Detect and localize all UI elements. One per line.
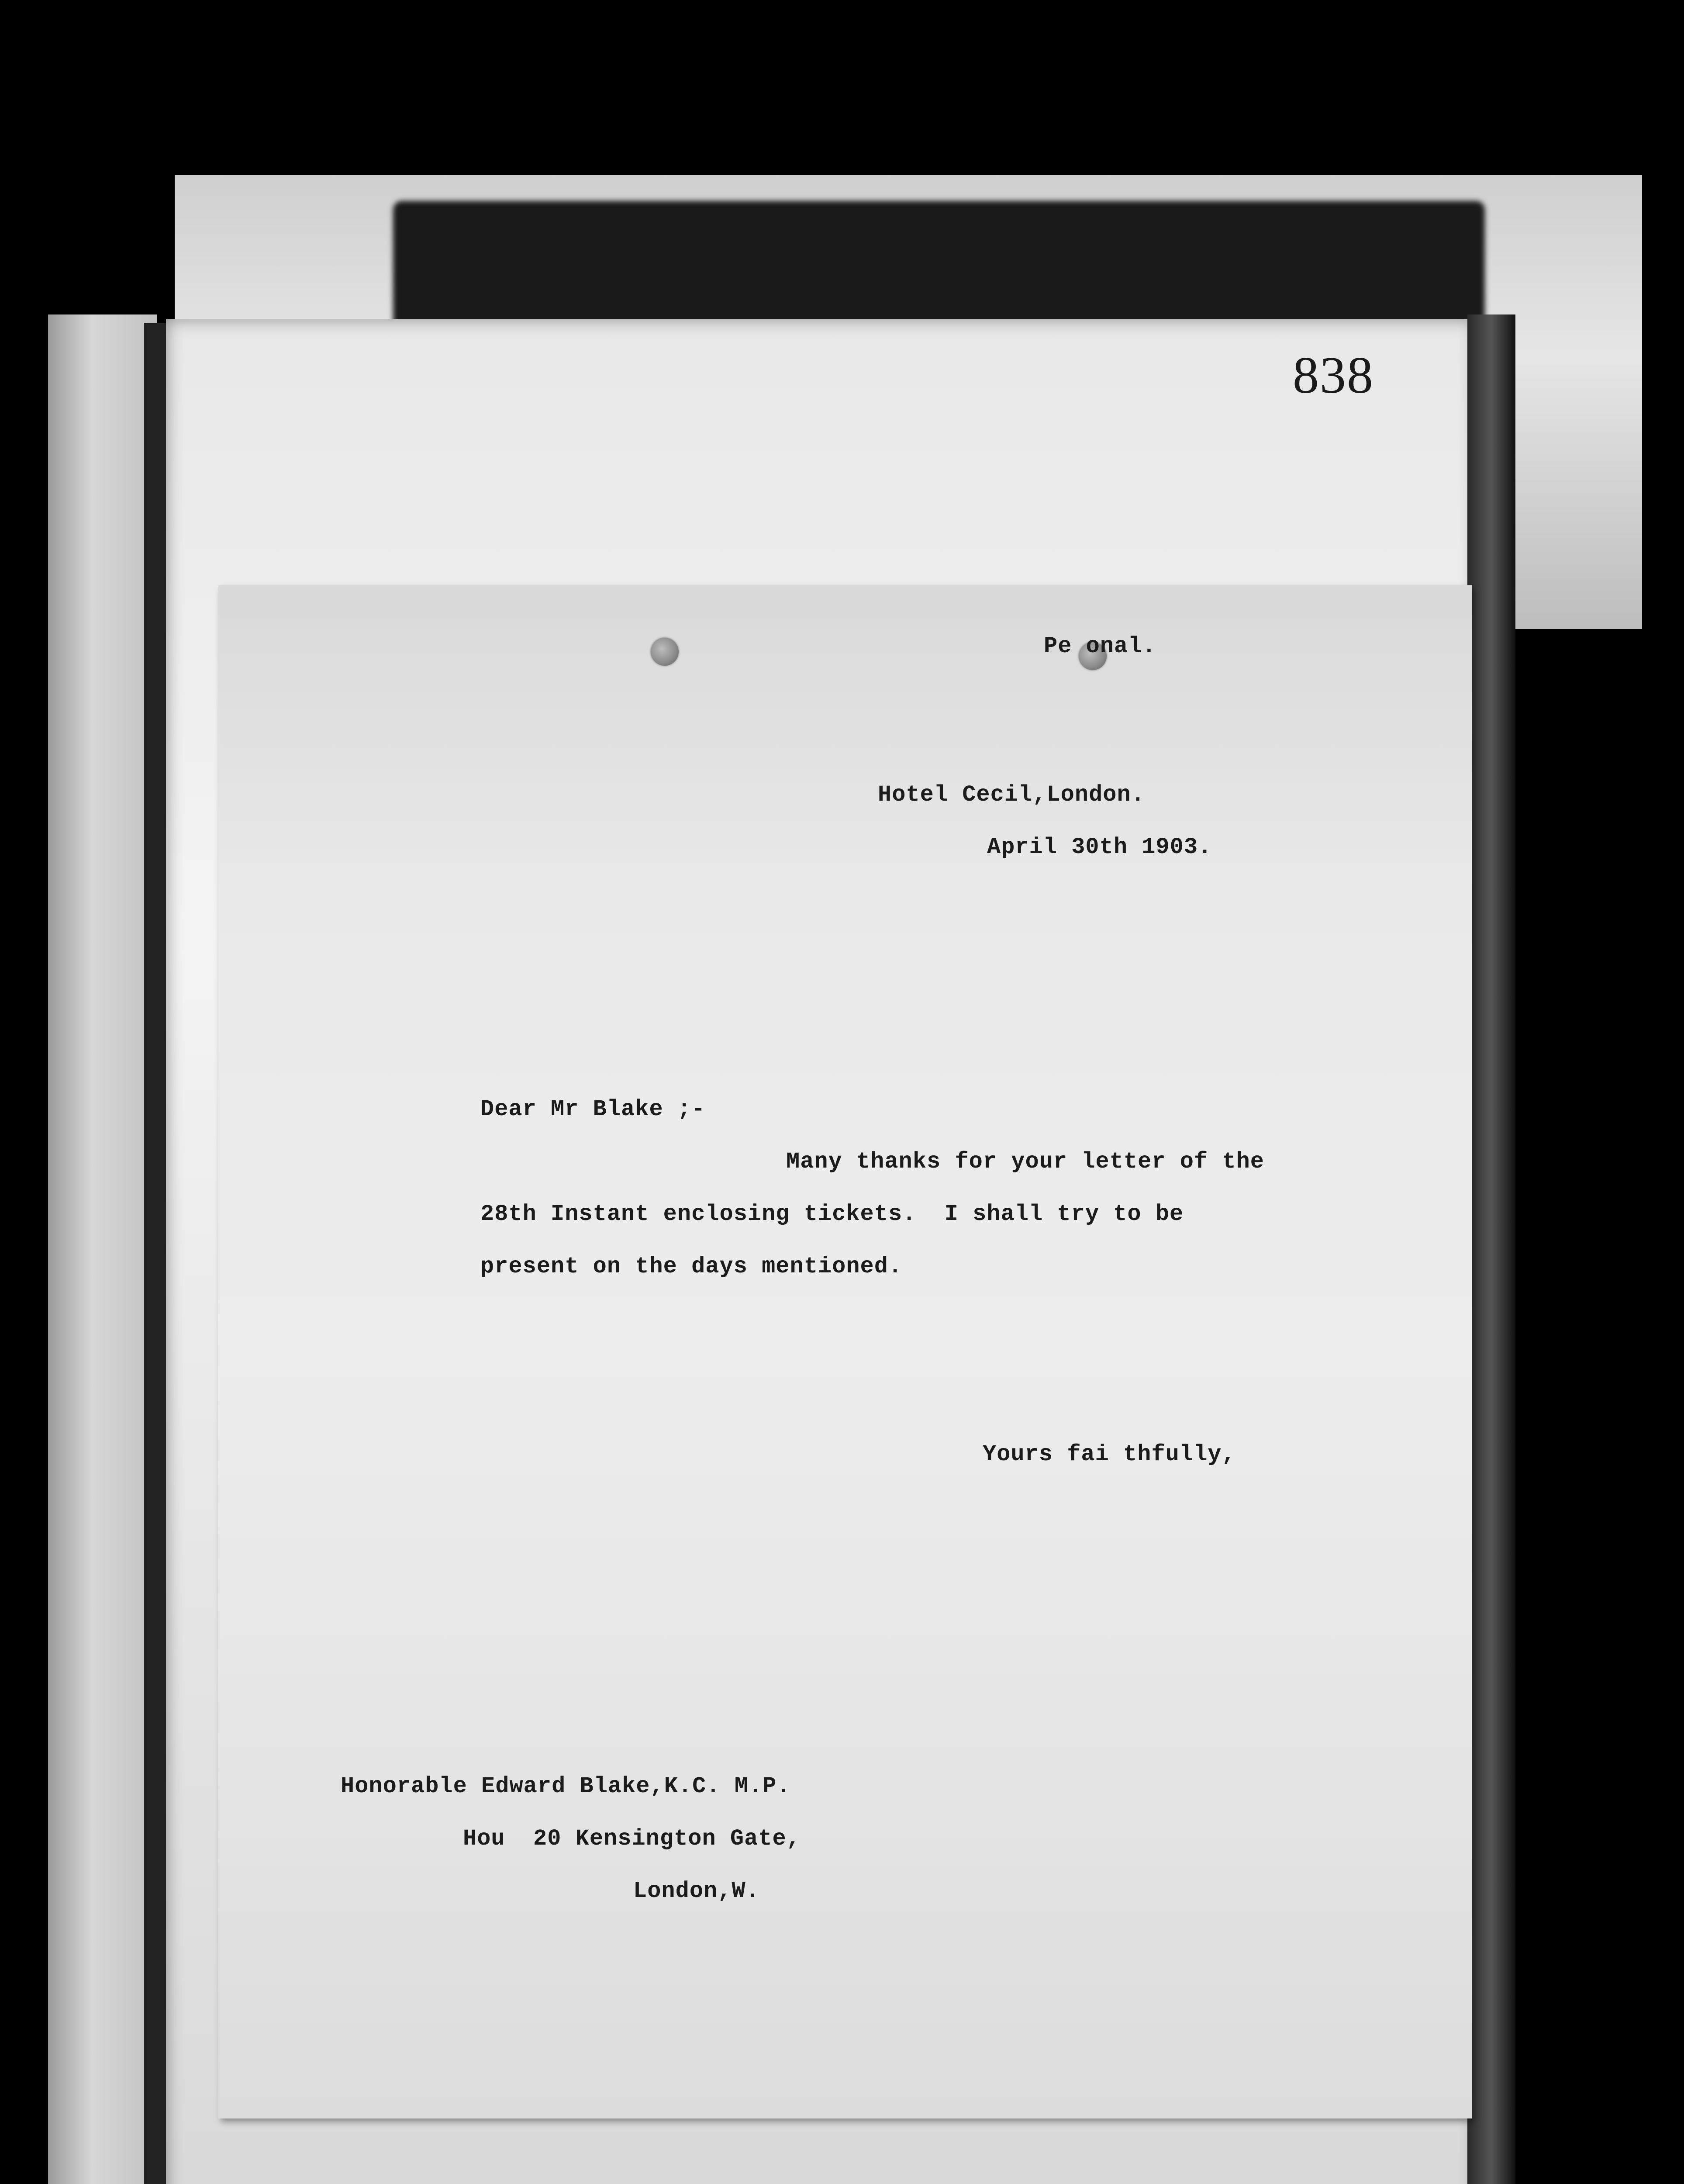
body-line-1: Many thanks for your letter of the [786,1149,1264,1175]
body-line-2: 28th Instant enclosing tickets. I shall try to be [480,1201,1184,1227]
recipient-line-1: Honorable Edward Blake,K.C. M.P. [341,1773,791,1799]
letter-marking: Pe onal. [1044,633,1156,659]
sender-address: Hotel Cecil,London. [878,782,1145,808]
closing: Yours fai thfully, [983,1441,1236,1467]
letter-date: April 30th 1903. [987,834,1212,860]
recipient-line-2: Hou 20 Kensington Gate, [463,1826,801,1852]
salutation: Dear Mr Blake ;- [480,1096,706,1122]
punch-hole-left [651,638,679,666]
right-binding-edge [1467,314,1515,2184]
archive-page-number: 838 [1293,346,1374,404]
recipient-line-3: London,W. [633,1878,760,1904]
left-folder-edge [48,314,157,2184]
letter-sheet [218,585,1472,2118]
body-line-3: present on the days mentioned. [480,1254,903,1279]
